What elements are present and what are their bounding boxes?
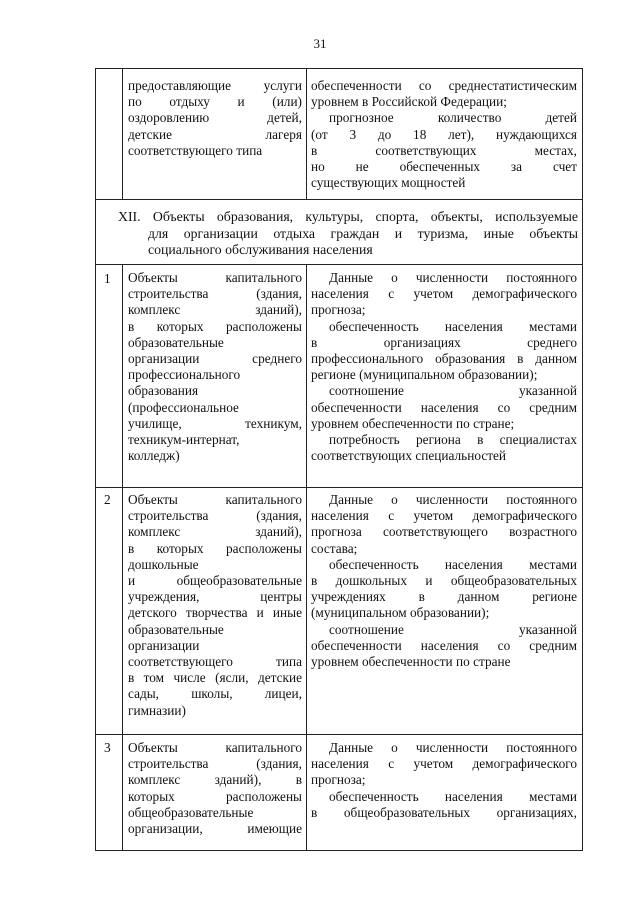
text-line: профессионального образования в данном xyxy=(311,351,577,367)
text-line: детские лагеря xyxy=(128,126,302,142)
text-line: обеспеченность населения местами xyxy=(329,556,577,572)
row-2-right-cell xyxy=(311,492,577,670)
column-divider-number xyxy=(122,264,123,850)
text-line: Данные о численности постоянного xyxy=(329,740,577,755)
text-line: существующих мощностей xyxy=(311,175,466,191)
text-line: в том числе (ясли, детские xyxy=(128,670,302,686)
text-line: состава; xyxy=(311,540,358,556)
text-line: комплекс зданий), xyxy=(128,524,302,540)
text-line: образовательные xyxy=(128,621,224,637)
text-line: Данные о численности постоянного xyxy=(329,270,577,285)
text-line: Объекты капитального xyxy=(128,492,302,507)
text-line: (от 3 до 18 лет), нуждающихся xyxy=(311,126,577,142)
row-0-right-cell xyxy=(311,78,577,191)
row-2-left-cell xyxy=(128,492,302,719)
text-line: Данные о численности постоянного xyxy=(329,492,577,507)
text-line: прогнозное количество детей xyxy=(329,110,577,126)
text-line: в которых расположены xyxy=(128,318,302,334)
text-line: дошкольные xyxy=(128,556,199,572)
text-line: в которых расположены xyxy=(128,540,302,556)
text-line: (муниципальном образовании); xyxy=(311,605,490,621)
text-line: Объекты капитального xyxy=(128,740,302,755)
section-header xyxy=(118,209,578,259)
text-line: профессионального xyxy=(128,367,241,383)
text-line: уровнем обеспеченности по стране; xyxy=(311,415,515,431)
table-border-bottom xyxy=(95,850,583,851)
text-line: но не обеспеченных за счет xyxy=(311,159,577,175)
text-line: организации среднего xyxy=(128,351,302,367)
text-line: уровнем обеспеченности по стране xyxy=(311,654,511,670)
text-line: организации xyxy=(128,637,200,653)
table-border-right xyxy=(582,68,583,850)
text-line: прогноза; xyxy=(311,772,366,788)
text-line: образовательные xyxy=(128,334,224,350)
text-line: соответствующих специальностей xyxy=(311,448,507,464)
text-line: соответствующего типа xyxy=(128,142,263,158)
text-line: которых расположены xyxy=(128,788,302,804)
text-line: в соответствующих местах, xyxy=(311,142,577,158)
text-line: общеобразовательные xyxy=(128,804,254,820)
text-line: строительства (здания, xyxy=(128,286,302,302)
section-line: социального обслуживания населения xyxy=(148,242,373,258)
text-line: населения с учетом демографического xyxy=(311,508,577,524)
text-line: населения с учетом демографического xyxy=(311,286,577,302)
row-divider xyxy=(95,734,583,735)
column-divider-number xyxy=(122,68,123,199)
text-line: оздоровлению детей, xyxy=(128,110,302,126)
column-divider-middle xyxy=(306,264,307,850)
row-1-right-cell xyxy=(311,270,577,464)
text-line: соотношение указанной xyxy=(329,383,577,399)
row-divider xyxy=(95,487,583,488)
text-line: колледж) xyxy=(128,448,180,464)
section-line: для организации отдыха граждан и туризма, иные объекты xyxy=(148,225,578,241)
row-3-right-cell xyxy=(311,740,577,821)
table-border-left xyxy=(95,68,96,850)
text-line: обеспеченности населения со средним xyxy=(311,399,577,415)
text-line: прогноза; xyxy=(311,302,366,318)
text-line: учреждения, центры xyxy=(128,589,302,605)
text-line: Объекты капитального xyxy=(128,270,302,285)
text-line: комплекс зданий), в xyxy=(128,772,302,788)
row-0-left-cell xyxy=(128,78,302,159)
row-number: 3 xyxy=(104,740,111,755)
row-3-left-cell xyxy=(128,740,302,837)
text-line: в общеобразовательных организациях, xyxy=(311,804,577,820)
text-line: в дошкольных и общеобразовательных xyxy=(311,573,577,589)
text-line: обеспеченности населения со средним xyxy=(311,637,577,653)
text-line: гимназии) xyxy=(128,702,186,718)
text-line: обеспеченность населения местами xyxy=(329,318,577,334)
text-line: обеспеченность населения местами xyxy=(329,788,577,804)
row-number: 2 xyxy=(104,492,111,507)
text-line: соответствующего типа xyxy=(128,654,302,670)
text-line: населения с учетом демографического xyxy=(311,756,577,772)
text-line: соотношение указанной xyxy=(329,621,577,637)
row-1-left-cell xyxy=(128,270,302,464)
text-line: регионе (муниципальном образовании); xyxy=(311,367,538,383)
text-line: в организациях среднего xyxy=(311,334,577,350)
text-line: прогноза соответствующего возрастного xyxy=(311,524,577,540)
text-line: обеспеченности со среднестатистическим xyxy=(311,78,577,93)
text-line: детского творчества и иные xyxy=(128,605,302,621)
text-line: училище, техникум, xyxy=(128,415,302,431)
table-border-top xyxy=(95,68,583,69)
section-line: XII. Объекты образования, культуры, спорта, объекты, используемые xyxy=(118,209,578,224)
row-divider xyxy=(95,264,583,265)
text-line: организации, имеющие xyxy=(128,821,302,837)
text-line: (профессиональное xyxy=(128,399,239,415)
page-number: 31 xyxy=(313,36,327,51)
text-line: предоставляющие услуги xyxy=(128,78,302,93)
text-line: потребность региона в специалистах xyxy=(329,432,577,448)
text-line: строительства (здания, xyxy=(128,756,302,772)
text-line: образования xyxy=(128,383,199,399)
text-line: комплекс зданий), xyxy=(128,302,302,318)
column-divider-middle xyxy=(306,68,307,199)
text-line: по отдыху и (или) xyxy=(128,94,302,110)
text-line: строительства (здания, xyxy=(128,508,302,524)
text-line: техникум-интернат, xyxy=(128,432,240,448)
text-line: и общеобразовательные xyxy=(128,573,302,589)
text-line: сады, школы, лицеи, xyxy=(128,686,302,702)
row-divider xyxy=(95,199,583,200)
text-line: уровнем в Российской Федерации; xyxy=(311,94,507,110)
text-line: учреждениях в данном регионе xyxy=(311,589,577,605)
row-number: 1 xyxy=(104,271,111,286)
